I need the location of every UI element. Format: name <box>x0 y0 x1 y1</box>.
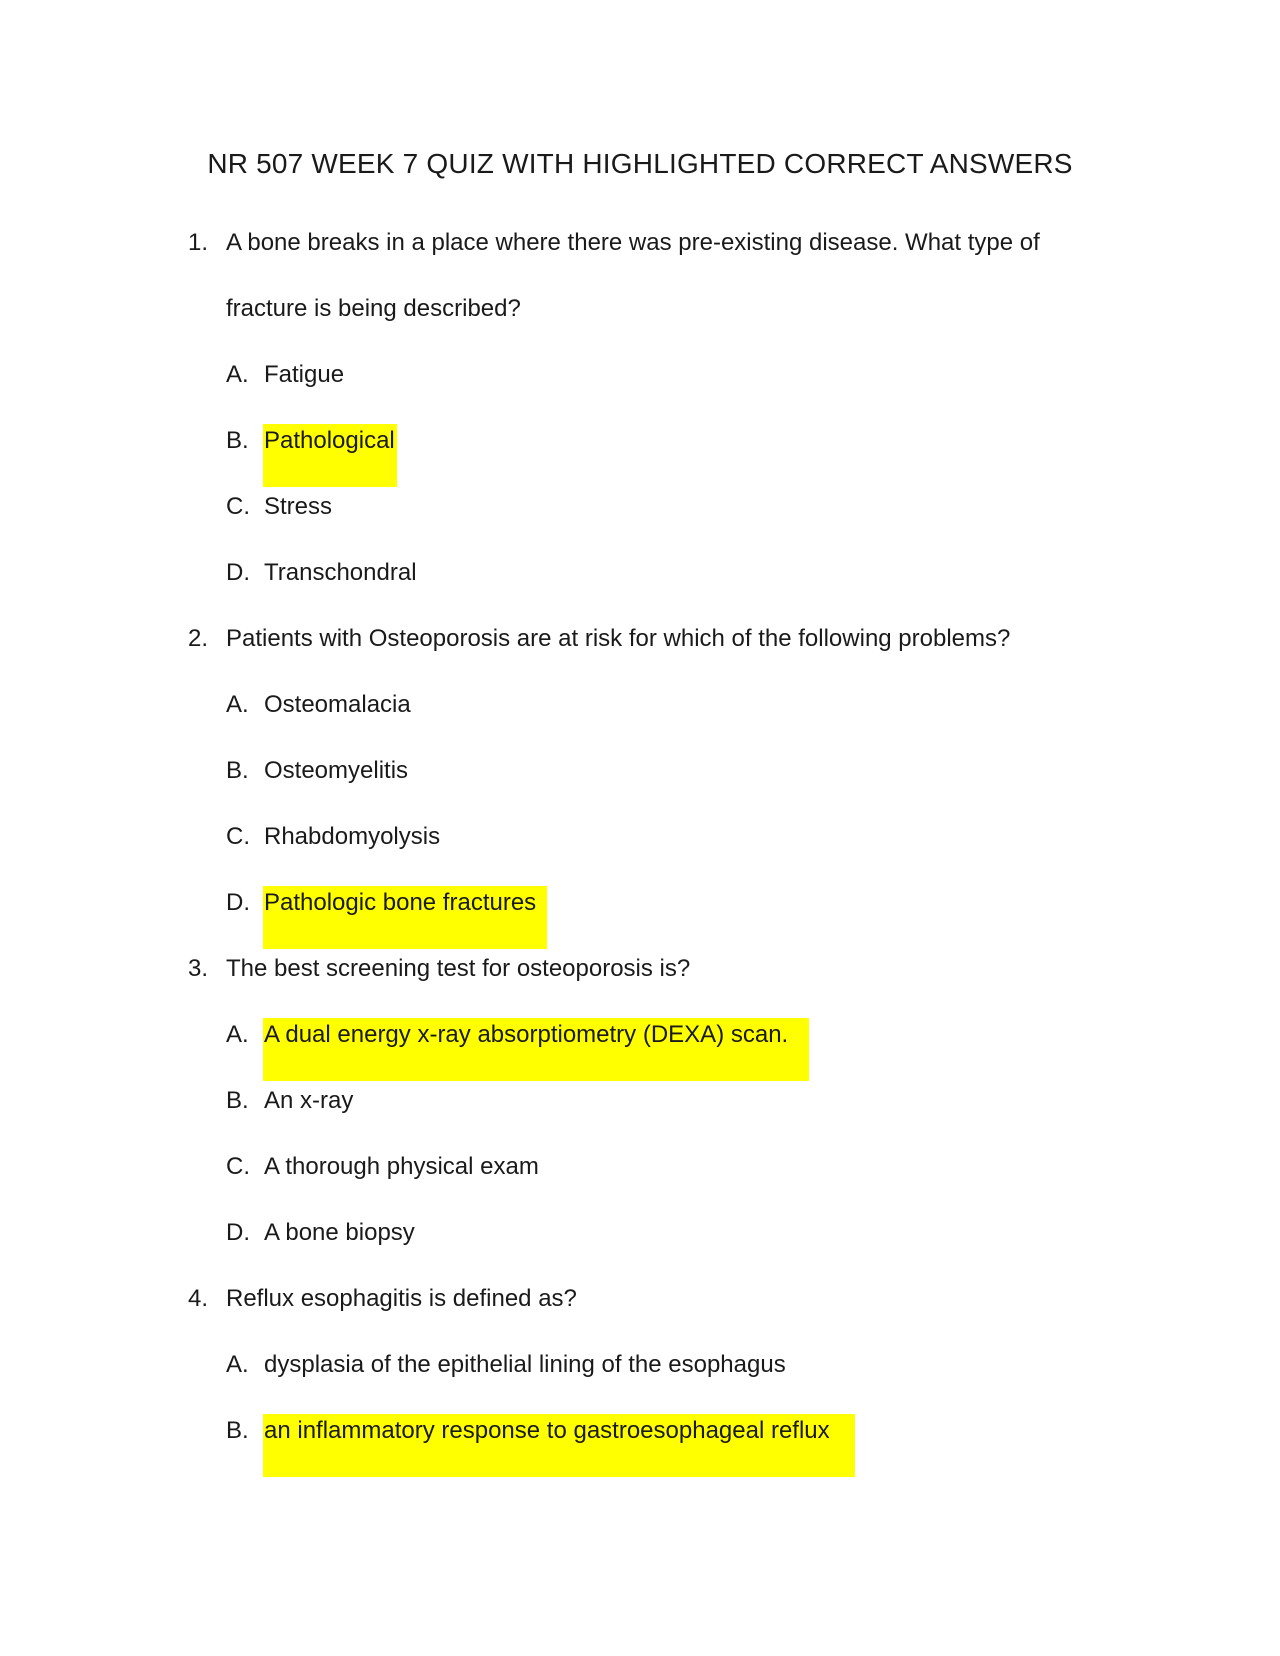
correct-option-text: an inflammatory response to gastroesophageal reflux <box>264 1417 830 1444</box>
option-letter: B. <box>226 1087 249 1114</box>
option-text: An x-ray <box>264 1087 354 1114</box>
option-letter: C. <box>226 493 250 520</box>
option-letter: B. <box>226 1417 249 1444</box>
option-letter: D. <box>226 889 250 916</box>
option-letter: D. <box>226 1219 250 1246</box>
option-text: A bone biopsy <box>264 1219 415 1246</box>
question-text-continued: fracture is being described? <box>226 295 521 322</box>
question-number: 1. <box>188 229 209 256</box>
option-text: A thorough physical exam <box>264 1153 539 1180</box>
page-title: NR 507 WEEK 7 QUIZ WITH HIGHLIGHTED CORRECT ANSWERS <box>207 148 1073 179</box>
option-text: Rhabdomyolysis <box>264 823 441 850</box>
question-number: 4. <box>188 1285 209 1312</box>
option-letter: A. <box>226 1021 249 1048</box>
question-number: 2. <box>188 625 209 652</box>
option-text: Osteomyelitis <box>264 757 409 784</box>
option-text: Fatigue <box>264 361 345 388</box>
question-text: Patients with Osteoporosis are at risk for which of the following problems? <box>226 625 1011 652</box>
correct-option-text: A dual energy x-ray absorptiometry (DEXA) scan. <box>264 1021 789 1048</box>
question-text: A bone breaks in a place where there was pre-existing disease. What type of <box>226 229 1040 256</box>
question-text: The best screening test for osteoporosis is? <box>226 955 691 982</box>
option-text: Stress <box>264 493 333 520</box>
question-text: Reflux esophagitis is defined as? <box>226 1285 577 1312</box>
option-letter: B. <box>226 427 249 454</box>
question-number: 3. <box>188 955 209 982</box>
option-letter: A. <box>226 361 249 388</box>
correct-option-text: Pathological <box>264 427 395 454</box>
option-letter: A. <box>226 1351 249 1378</box>
option-letter: A. <box>226 691 249 718</box>
option-text: dysplasia of the epithelial lining of the esophagus <box>264 1351 786 1378</box>
option-text: Transchondral <box>264 559 417 586</box>
option-letter: B. <box>226 757 249 784</box>
option-letter: C. <box>226 823 250 850</box>
option-letter: C. <box>226 1153 250 1180</box>
option-text: Osteomalacia <box>264 691 411 718</box>
correct-option-text: Pathologic bone fractures <box>264 889 537 916</box>
option-letter: D. <box>226 559 250 586</box>
